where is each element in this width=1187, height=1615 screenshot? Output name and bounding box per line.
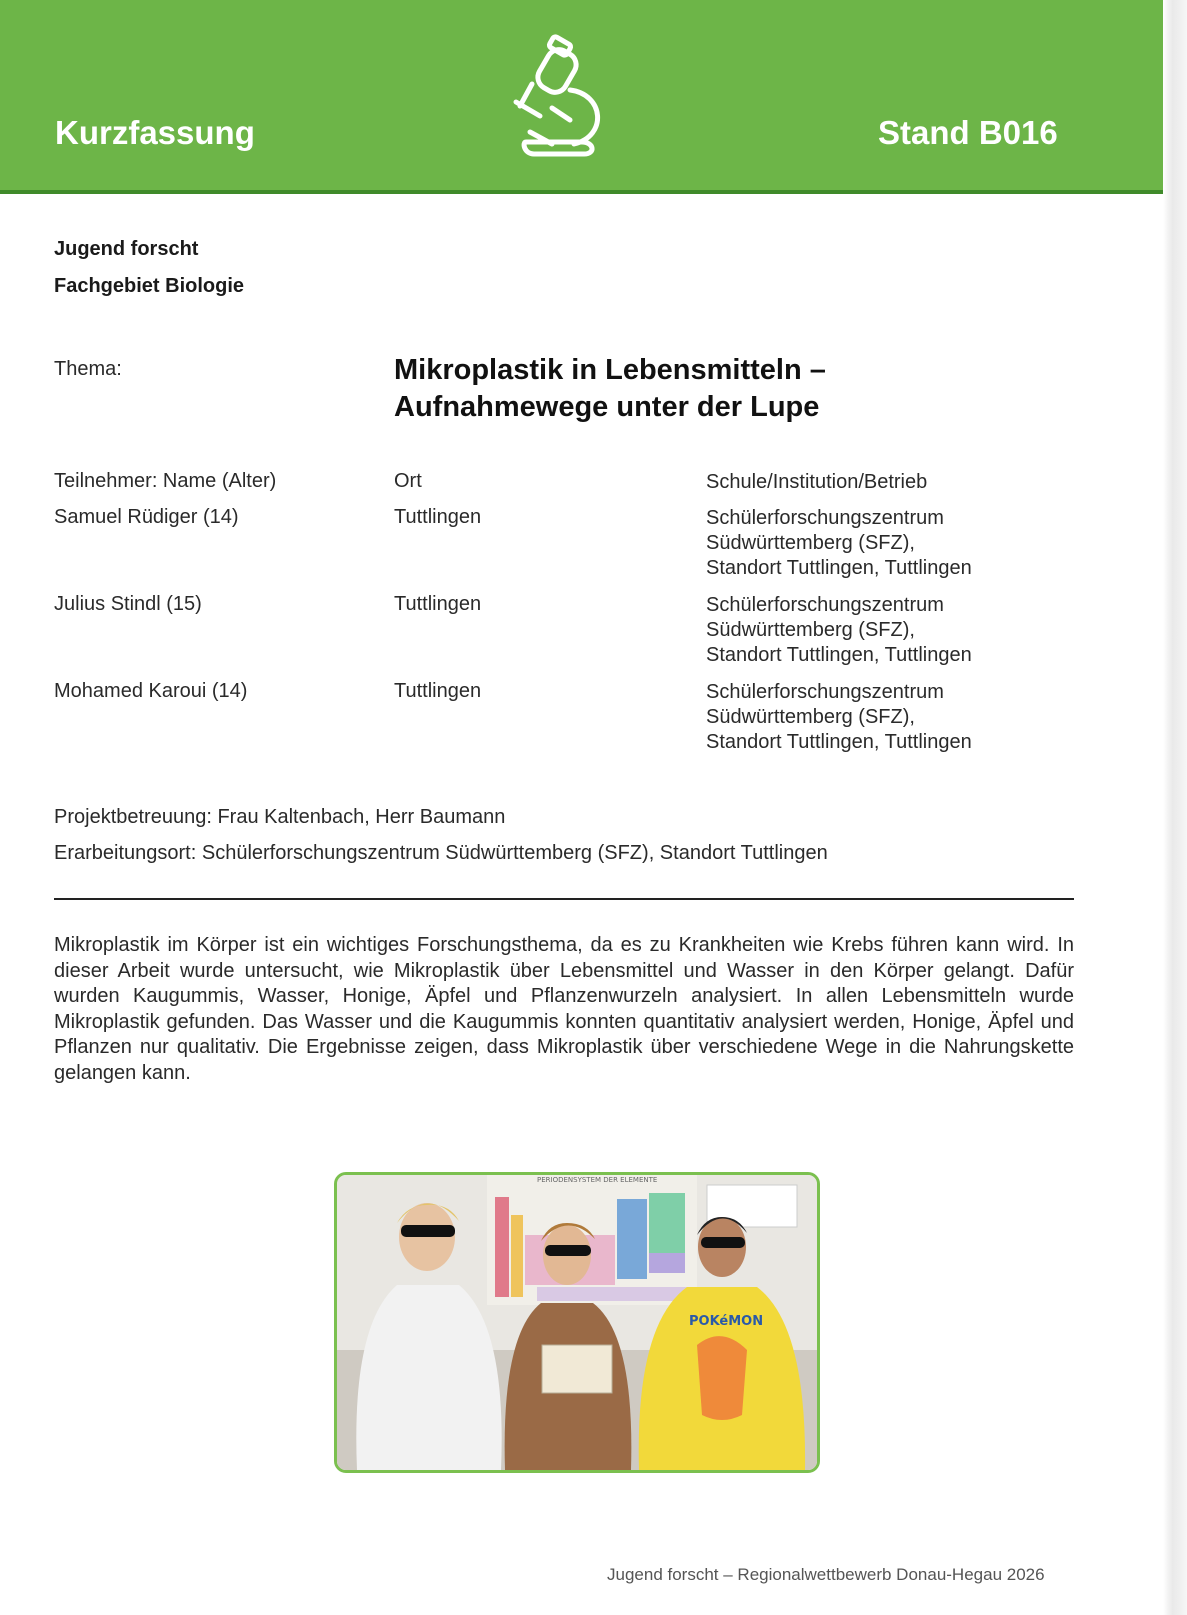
header-ort: Ort — [394, 470, 422, 492]
topic-label: Thema: — [54, 358, 122, 380]
schule-line: Standort Tuttlingen, Tuttlingen — [706, 731, 972, 753]
table-row — [54, 680, 1074, 767]
schule-line: Südwürttemberg (SFZ), — [706, 532, 915, 554]
page-edge — [1163, 0, 1187, 1615]
participant-ort: Tuttlingen — [394, 680, 482, 702]
topic-title-line-1: Mikroplastik in Lebensmitteln – — [394, 354, 826, 386]
schule-line: Südwürttemberg (SFZ), — [706, 619, 915, 641]
team-photo-illustration — [337, 1175, 817, 1470]
participant-schule — [706, 680, 1074, 767]
schule-line: Standort Tuttlingen, Tuttlingen — [706, 557, 972, 579]
participant-name: Samuel Rüdiger (14) — [54, 506, 239, 528]
header-schule: Schule/Institution/Betrieb — [706, 471, 928, 493]
header-right-title: Stand B016 — [878, 114, 1058, 151]
shirt-print: POKéMON — [689, 1314, 764, 1329]
participant-name: Julius Stindl (15) — [54, 593, 202, 615]
schule-line: Schülerforschungszentrum — [706, 594, 944, 616]
participant-schule — [706, 593, 1074, 680]
schule-line: Südwürttemberg (SFZ), — [706, 706, 915, 728]
schule-line: Standort Tuttlingen, Tuttlingen — [706, 644, 972, 666]
header-banner — [0, 0, 1187, 194]
participant-ort: Tuttlingen — [394, 506, 482, 528]
abstract-text: Mikroplastik im Körper ist ein wichtiges Forschungsthema, da es zu Krankheiten wie Krebs führen kann wird. In dieser Arbeit wurde untersucht, wie Mikroplastik über Lebensmittel und Wasser in den Körper gelangt. Dafür wurden Kaugummis, Wasser, Honige, Äpfel und Pflanzenwurzeln analysiert. In allen Lebensmitteln wurde Mikroplastik gefunden. Das Wasser und die Kaugummis konnten quantitativ analysiert werden, Honige, Äpfel und Pflanzen nur qualitativ. Die Ergebnisse zeigen, dass Mikroplastik über verschiedene Wege in die Nahrungskette gelangen kann. — [54, 934, 1074, 1084]
header-name: Teilnehmer: Name (Alter) — [54, 470, 277, 492]
participant-name: Mohamed Karoui (14) — [54, 680, 248, 702]
team-photo — [334, 1172, 820, 1473]
project-supervision: Projektbetreuung: Frau Kaltenbach, Herr Baumann — [54, 806, 506, 828]
topic-title-line-2: Aufnahmewege unter der Lupe — [394, 391, 820, 423]
schule-line: Schülerforschungszentrum — [706, 507, 944, 529]
participants-header-row — [54, 470, 1074, 506]
participant-ort: Tuttlingen — [394, 593, 482, 615]
table-row — [54, 506, 1074, 593]
schule-line: Schülerforschungszentrum — [706, 681, 944, 703]
competition-name: Jugend forscht — [54, 238, 199, 260]
microscope-icon — [512, 32, 622, 162]
header-left-title: Kurzfassung — [55, 114, 255, 151]
participants-table — [54, 470, 1074, 767]
table-row — [54, 593, 1074, 680]
work-location: Erarbeitungsort: Schülerforschungszentrum Südwürttemberg (SFZ), Standort Tuttlingen — [54, 842, 828, 864]
divider — [54, 898, 1074, 900]
poster-title: PERIODENSYSTEM DER ELEMENTE — [537, 1176, 658, 1184]
page-footer: Jugend forscht – Regionalwettbewerb Donau-Hegau 2026 — [607, 1565, 1045, 1584]
subject-area: Fachgebiet Biologie — [54, 275, 245, 297]
participant-schule — [706, 506, 1074, 593]
topic-title — [394, 352, 826, 426]
